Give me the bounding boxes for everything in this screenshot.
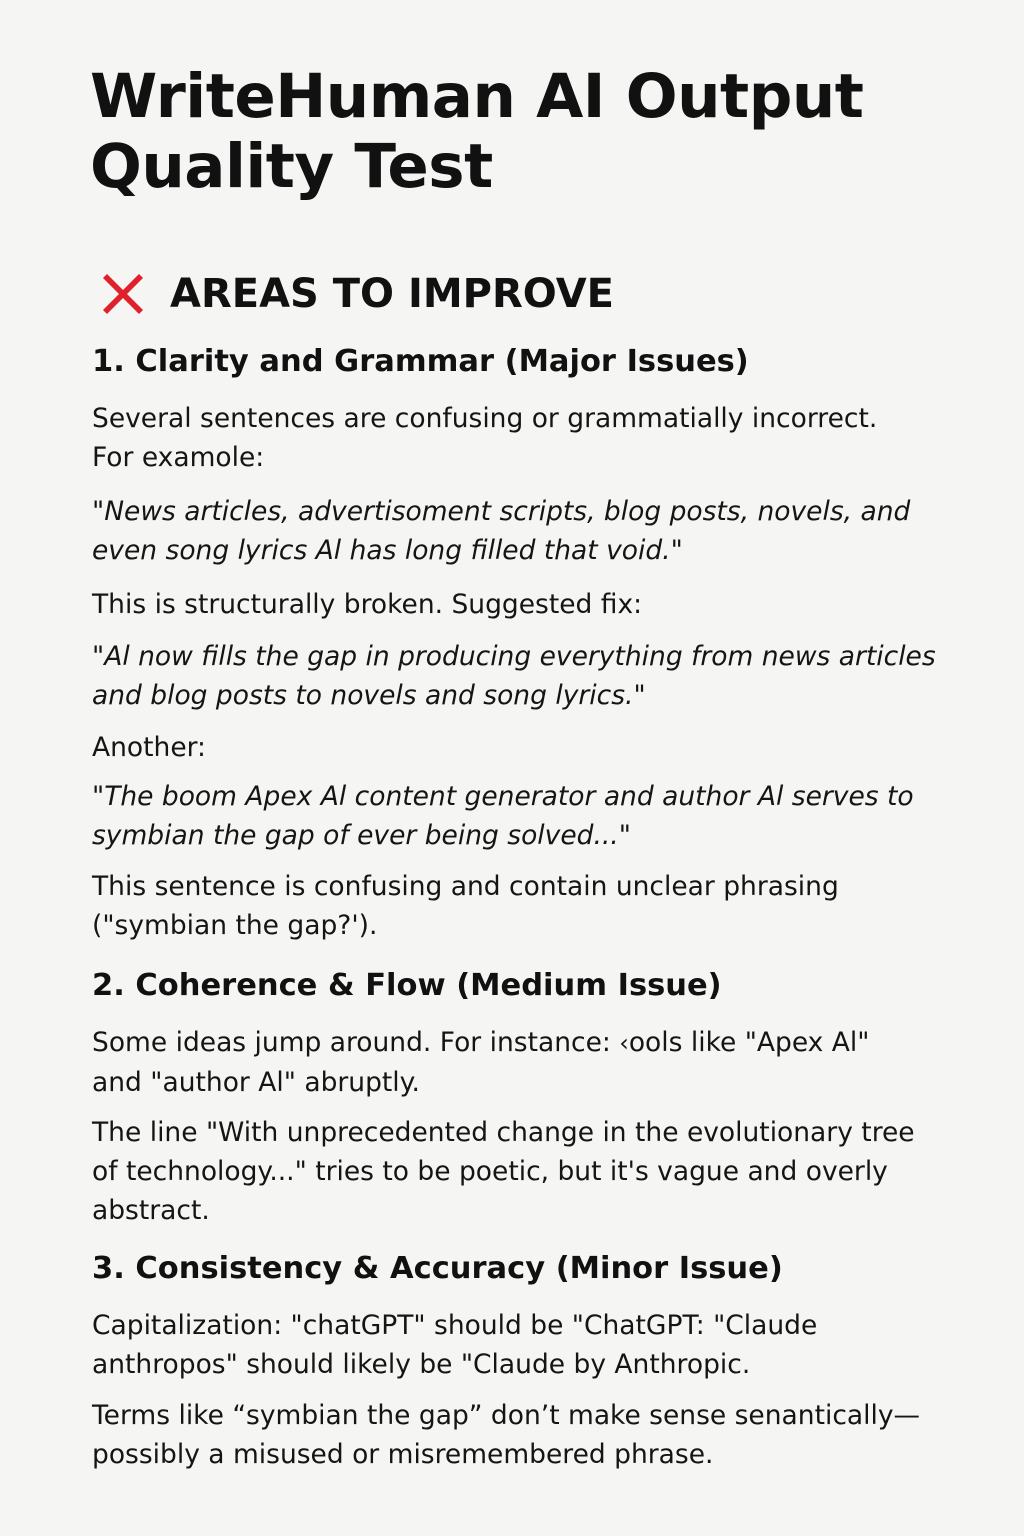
section-1-quote-2: "Al now fills the gap in producing everything from news articles and blog posts to novels and song lyrics." [92,641,936,711]
cross-mark-icon [100,271,146,317]
section-2-para-1 [92,1023,992,1102]
page-title: WriteHuman AI Output Quality Test [90,61,864,202]
section-1-comment-1: This is structurally broken. Suggested fix: [92,589,643,620]
section-3-para-2: Terms like “symbian the gap” don’t make sense senantically— possibly a misused or misremembered phrase. [92,1400,921,1470]
section-2-para-2: The line "With unprecedented change in the evolutionary tree of technology..." tries to be poetic, but it's vague and overly abstract. [92,1117,915,1226]
arrow-left-icon: ‹ [619,1029,629,1057]
areas-header [100,266,614,322]
section-1-intro: Several sentences are confusing or grammatially incorrect. For examole: [92,403,878,473]
section-2-para-1-end: ools like "Apex Al" and "author Al" abruptly. [92,1027,870,1098]
section-3-heading: 3. Consistency & Accuracy (Minor Issue) [92,1251,783,1286]
areas-heading: AREAS TO IMPROVE [170,271,615,317]
section-2-heading: 2. Coherence & Flow (Medium Issue) [92,968,722,1003]
section-1-quote-3: "The boom Apex Al content generator and author Al serves to symbian the gap of ever being solved..." [92,781,914,851]
section-2-para-1-start: Some ideas jump around. For instance: [92,1027,620,1058]
section-1-label-another: Another: [92,732,206,763]
section-1-heading: 1. Clarity and Grammar (Major Issues) [92,344,749,379]
section-1-quote-1: "News articles, advertisoment scripts, blog posts, novels, and even song lyrics Al has long filled that void." [92,496,911,566]
section-1-comment-2: This sentence is confusing and contain unclear phrasing ("symbian the gap?'). [92,871,839,941]
section-3-para-1: Capitalization: "chatGPT" should be "ChatGPT: "Claude anthropos" should likely be "Claude by Anthropic. [92,1310,818,1380]
